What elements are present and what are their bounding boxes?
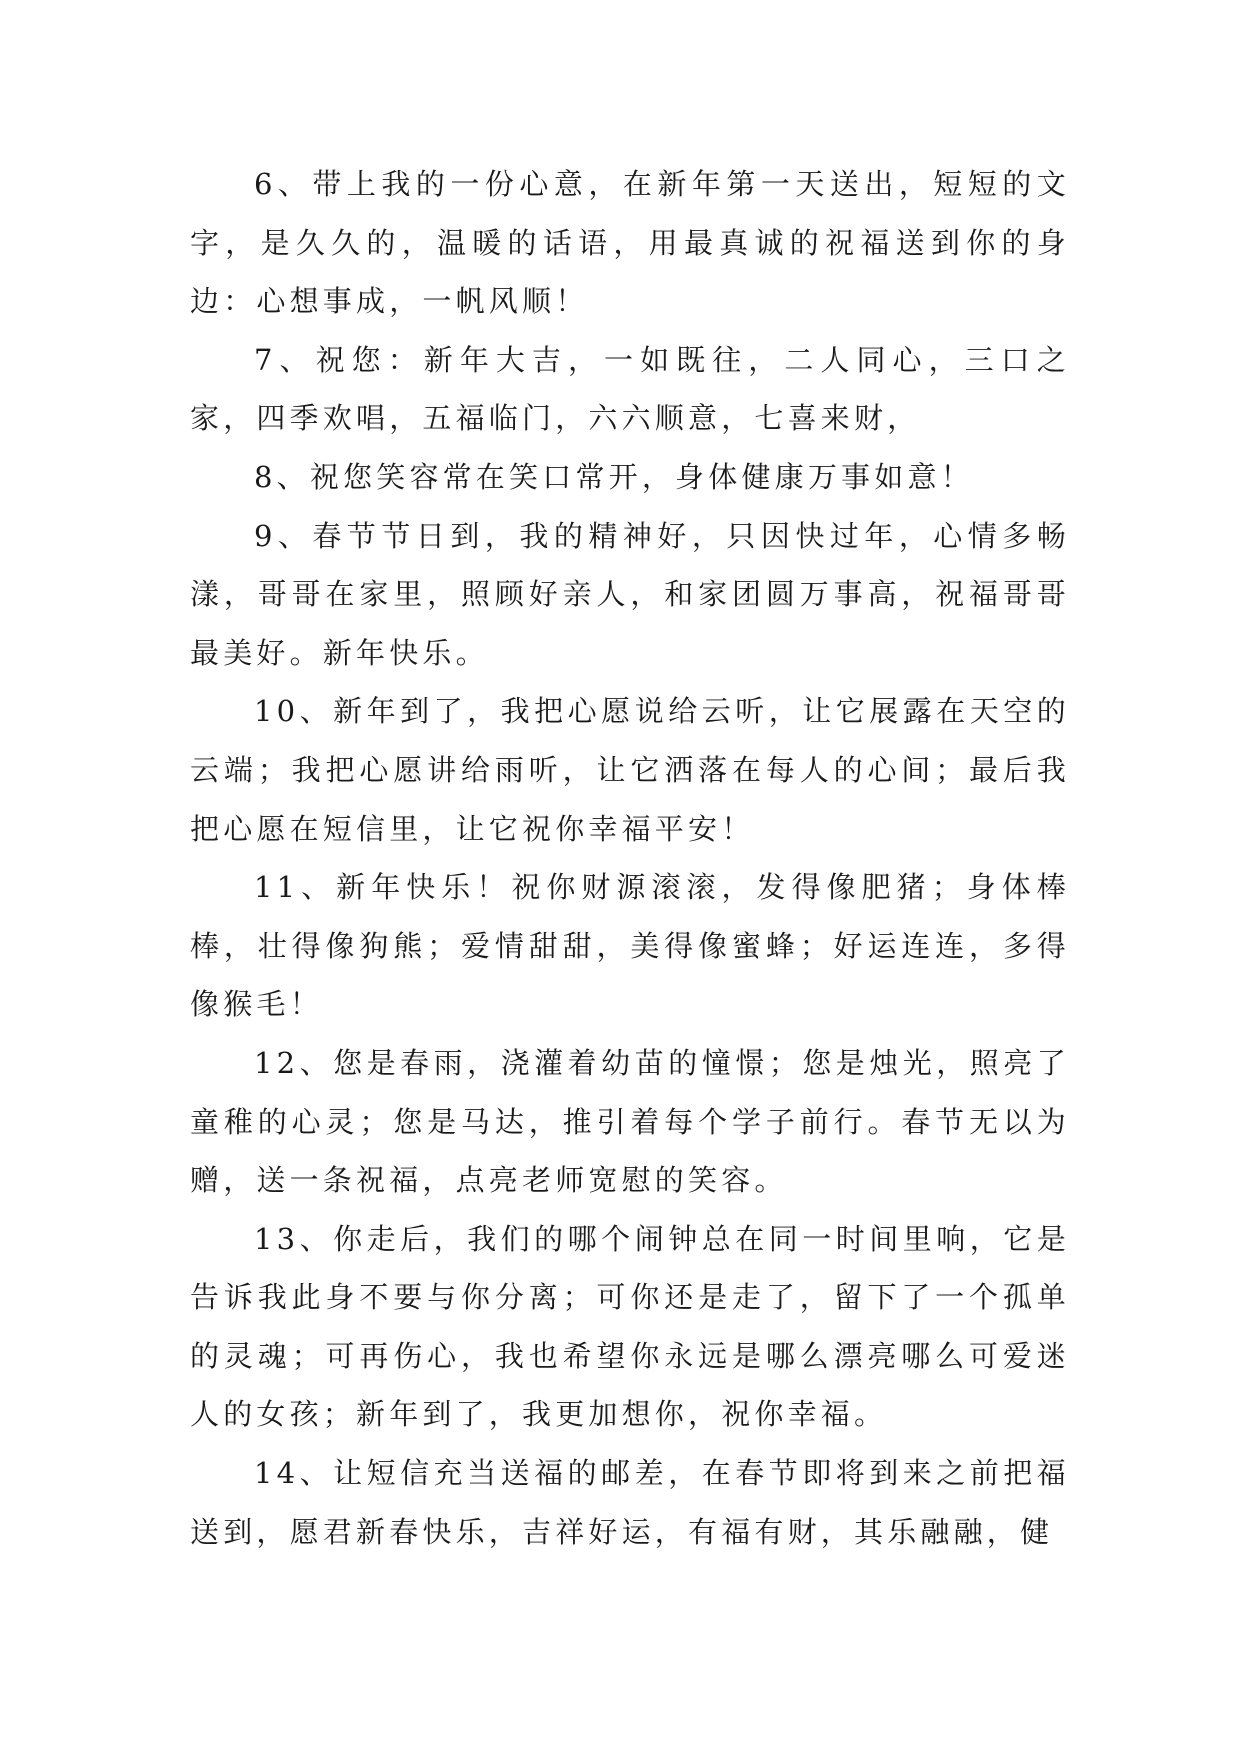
paragraph-13: 13、你走后，我们的哪个闹钟总在同一时间里响，它是告诉我此身不要与你分离；可你还是走了，留下了一个孤单的灵魂；可再伤心，我也希望你永远是哪么漂亮哪么可爱迷人的女孩；新年到了，我更加想你，祝你幸福。 (190, 1221, 1070, 1432)
paragraph-12: 12、您是春雨，浇灌着幼苗的憧憬；您是烛光，照亮了童稚的心灵；您是马达，推引着每个学子前行。春节无以为赠，送一条祝福，点亮老师宽慰的笑容。 (190, 1045, 1070, 1198)
document-body (190, 155, 1070, 1561)
paragraph-7: 7、祝您：新年大吉，一如既往，二人同心，三口之家，四季欢唱，五福临门，六六顺意，七喜来财， (190, 342, 1070, 436)
paragraph-9: 9、春节节日到，我的精神好，只因快过年，心情多畅漾，哥哥在家里，照顾好亲人，和家团圆万事高，祝福哥哥最美好。新年快乐。 (190, 518, 1070, 670)
paragraph-10: 10、新年到了，我把心愿说给云听，让它展露在天空的云端；我把心愿讲给雨听，让它洒落在每人的心间；最后我把心愿在短信里，让它祝你幸福平安！ (190, 694, 1070, 846)
paragraph-6: 6、带上我的一份心意，在新年第一天送出，短短的文字，是久久的，温暖的话语，用最真诚的祝福送到你的身边：心想事成，一帆风顺！ (190, 167, 1070, 319)
paragraph-8: 8、祝您笑容常在笑口常开，身体健康万事如意！ (254, 459, 974, 494)
paragraph-14: 14、让短信充当送福的邮差，在春节即将到来之前把福送到，愿君新春快乐，吉祥好运，有福有财，其乐融融，健 (190, 1456, 1070, 1549)
paragraph-11: 11、新年快乐！祝你财源滚滚，发得像肥猪；身体棒棒，壮得像狗熊；爱情甜甜，美得像蜜蜂；好运连连，多得像猴毛！ (190, 870, 1070, 1022)
